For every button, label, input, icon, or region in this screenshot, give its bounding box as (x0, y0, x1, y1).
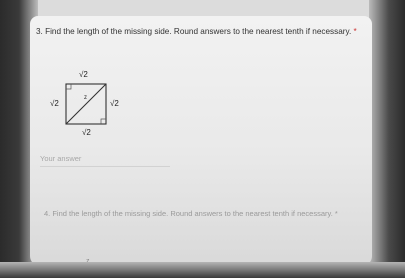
question-4-title (44, 208, 374, 219)
question-3-text: 3. Find the length of the missing side. Round answers to the nearest tenth if necessary. (36, 27, 352, 36)
photo-edge-bottom (0, 262, 405, 278)
bottom-side-label: √2 (82, 128, 91, 137)
right-side-label: √2 (110, 99, 119, 108)
required-mark: * (353, 27, 357, 36)
answer-input[interactable]: Your answer (40, 154, 82, 163)
square-diagram (38, 68, 138, 148)
answer-underline (40, 166, 170, 167)
top-side-label: √2 (79, 70, 88, 79)
diagonal-label: z (84, 95, 87, 101)
required-mark-4: * (334, 209, 338, 218)
left-side-label: √2 (50, 99, 59, 108)
question-4-text: 4. Find the length of the missing side. Round answers to the nearest tenth if necessary. (44, 209, 333, 218)
photo-edge-right (369, 0, 405, 278)
question-3-title (36, 26, 376, 38)
